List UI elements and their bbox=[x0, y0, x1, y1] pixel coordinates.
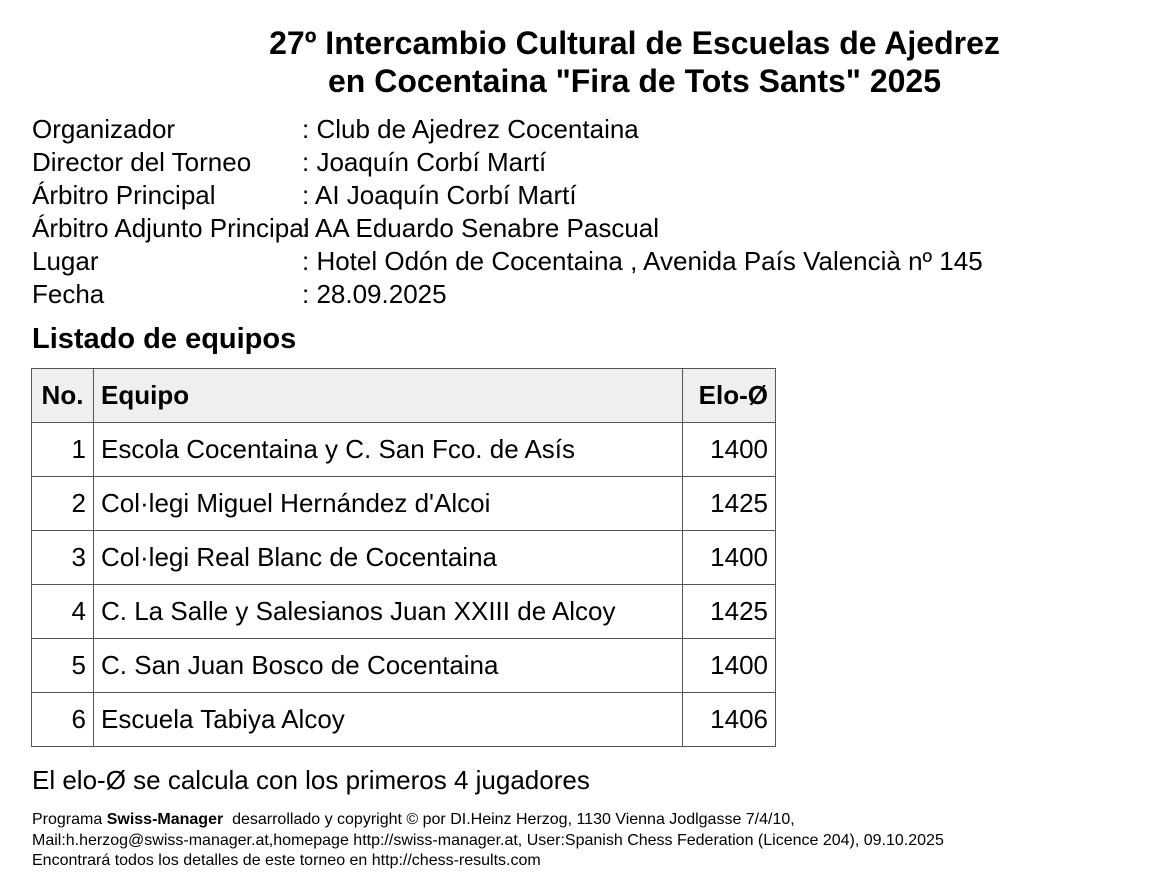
info-value: : Joaquín Corbí Martí bbox=[302, 147, 547, 177]
team-number: 6 bbox=[32, 693, 94, 747]
elo-average-note: El elo-Ø se calcula con los primeros 4 jugadores bbox=[32, 765, 590, 795]
footer-line-1 bbox=[32, 810, 944, 831]
footer bbox=[32, 810, 944, 872]
team-name: Escuela Tabiya Alcoy bbox=[94, 693, 683, 747]
info-label: Organizador bbox=[32, 114, 176, 144]
team-elo: 1406 bbox=[683, 693, 776, 747]
table-row bbox=[32, 693, 776, 747]
section-title: Listado de equipos bbox=[32, 323, 297, 355]
team-elo: 1400 bbox=[683, 639, 776, 693]
column-header-elo: Elo-Ø bbox=[683, 369, 776, 423]
footer-brand: Swiss-Manager bbox=[106, 811, 224, 828]
team-name: C. La Salle y Salesianos Juan XXIII de Alcoy bbox=[94, 585, 683, 639]
table-row bbox=[32, 585, 776, 639]
footer-line1-rest: desarrollado y copyright © por DI.Heinz Herzog, 1130 Vienna Jodlgasse 7/4/10, bbox=[223, 811, 795, 828]
table-row bbox=[32, 423, 776, 477]
column-header-team: Equipo bbox=[94, 369, 683, 423]
team-name: Col·legi Real Blanc de Cocentaina bbox=[94, 531, 683, 585]
tournament-title-line2: en Cocentaina "Fira de Tots Sants" 2025 bbox=[327, 63, 942, 99]
footer-line-2: Mail:h.herzog@swiss-manager.at,homepage http://swiss-manager.at, User:Spanish Chess Federation (Licence 204), 09.10.2025 bbox=[32, 831, 944, 849]
column-header-no: No. bbox=[32, 369, 94, 423]
info-label: Lugar bbox=[32, 246, 99, 276]
table-row bbox=[32, 639, 776, 693]
footer-prefix: Programa bbox=[32, 811, 107, 828]
info-value: : AI Joaquín Corbí Martí bbox=[302, 180, 577, 210]
team-name: Escola Cocentaina y C. San Fco. de Asís bbox=[94, 423, 683, 477]
teams-table bbox=[31, 368, 776, 747]
info-value: : Hotel Odón de Cocentaina , Avenida País Valencià nº 145 bbox=[302, 246, 983, 276]
table-row bbox=[32, 477, 776, 531]
table-header-row bbox=[32, 369, 776, 423]
info-label: Árbitro Adjunto Principal bbox=[32, 213, 310, 243]
table-row bbox=[32, 531, 776, 585]
team-name: C. San Juan Bosco de Cocentaina bbox=[94, 639, 683, 693]
info-label: Director del Torneo bbox=[32, 147, 252, 177]
team-number: 3 bbox=[32, 531, 94, 585]
team-elo: 1425 bbox=[683, 585, 776, 639]
team-elo: 1400 bbox=[683, 423, 776, 477]
team-number: 2 bbox=[32, 477, 94, 531]
info-value: : AA Eduardo Senabre Pascual bbox=[302, 213, 660, 243]
team-elo: 1425 bbox=[683, 477, 776, 531]
team-number: 4 bbox=[32, 585, 94, 639]
team-name: Col·legi Miguel Hernández d'Alcoi bbox=[94, 477, 683, 531]
info-label: Árbitro Principal bbox=[32, 180, 216, 210]
footer-line-3: Encontrará todos los detalles de este torneo en http://chess-results.com bbox=[32, 852, 541, 869]
tournament-title-line1: 27º Intercambio Cultural de Escuelas de Ajedrez bbox=[269, 25, 1000, 61]
info-value: : 28.09.2025 bbox=[302, 279, 447, 309]
info-label: Fecha bbox=[32, 279, 105, 309]
team-number: 5 bbox=[32, 639, 94, 693]
team-number: 1 bbox=[32, 423, 94, 477]
info-value: : Club de Ajedrez Cocentaina bbox=[302, 114, 639, 144]
team-elo: 1400 bbox=[683, 531, 776, 585]
